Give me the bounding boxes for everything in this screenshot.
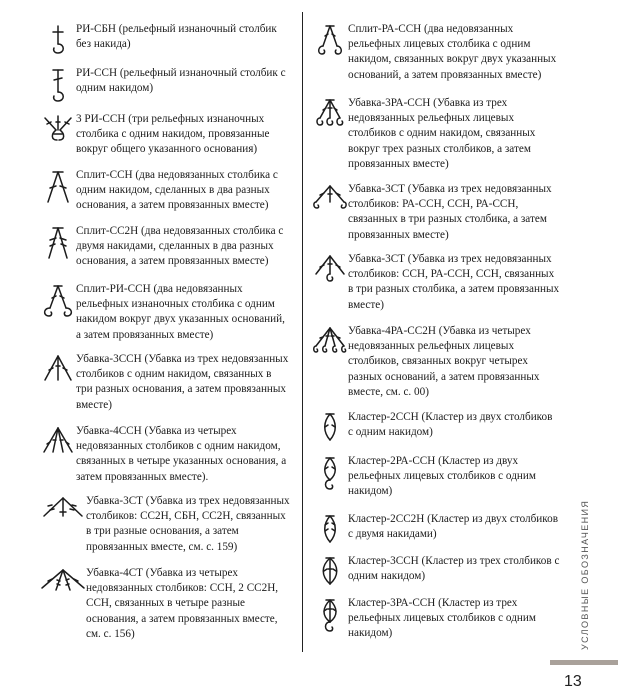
split-dc-icon bbox=[40, 168, 76, 212]
dec4-dc-icon bbox=[40, 424, 76, 468]
legend-text: Убавка-4СТ (Убавка из четырех недовязанных столбиков: ССН, 2 СС2Н, ССН, связанных в четыре разные основания, а затем провязанных вместе, см. с. 156) bbox=[86, 567, 279, 640]
legend-entry bbox=[312, 182, 560, 243]
legend-entry bbox=[312, 96, 560, 172]
legend-text: Кластер-2СС2Н (Кластер из двух столбиков с двумя накидами) bbox=[348, 513, 559, 541]
section-side-label bbox=[570, 499, 590, 660]
legend-text: Убавка-3СТ (Убавка из трех недовязанных столбиков: СС2Н, СБН, СС2Н, связанных в три разные основания, а затем провязанных вместе, см. с. 159) bbox=[86, 495, 290, 553]
legend-entry bbox=[40, 224, 290, 270]
legend-text: Убавка-3СТ (Убавка из трех недовязанных столбиков: РА-ССН, ССН, РА-ССН, связанных в три разных столбика, а затем провязанных вместе) bbox=[348, 183, 552, 241]
legend-text: Убавка-3СТ (Убавка из трех недовязанных столбиков: ССН, РА-ССН, ССН, связанных в три разных столбика, а затем провязанных вместе) bbox=[348, 253, 560, 311]
legend-entry bbox=[40, 112, 290, 158]
side-label-text: УСЛОВНЫЕ ОБОЗНАЧЕНИЯ bbox=[580, 499, 590, 650]
legend-text: Сплит-ССН (два недовязанных столбика с одним накидом, сделанных в два разных основания, а затем провязанных вместе) bbox=[76, 169, 278, 212]
legend-text: Сплит-СС2Н (два недовязанных столбика с двумя накидами, сделанных в два разных основания, а затем провязанных вместе) bbox=[76, 225, 284, 268]
legend-entry bbox=[312, 454, 560, 500]
legend-text: РИ-ССН (рельефный изнаночный столбик с одним накидом) bbox=[76, 67, 286, 95]
page-tab-bar bbox=[550, 660, 618, 665]
dec3-dc-icon bbox=[40, 352, 76, 396]
3fpdc-icon bbox=[40, 112, 76, 156]
legend-text: Кластер-2РА-ССН (Кластер из двух рельефных лицевых столбиков с одним накидом) bbox=[348, 455, 536, 498]
dec3-st3-icon bbox=[312, 252, 348, 296]
dec3-st-icon bbox=[40, 494, 86, 538]
column-divider bbox=[302, 12, 303, 652]
legend-text: Убавка-4РА-СС2Н (Убавка из четырех недовязанных рельефных лицевых столбиков, связанных вокруг четырех разных оснований, а затем провязанных вместе, см. с. 00) bbox=[348, 325, 540, 398]
cluster2-fp-icon bbox=[312, 454, 348, 498]
fpsc-icon bbox=[40, 22, 76, 66]
split-tr-icon bbox=[40, 224, 76, 268]
legend-text: РИ-СБН (рельефный изнаночный столбик без накида) bbox=[76, 23, 277, 51]
cluster2-dc-icon bbox=[312, 410, 348, 454]
legend-entry bbox=[40, 66, 290, 110]
legend-entry bbox=[40, 566, 290, 642]
legend-entry bbox=[40, 22, 290, 66]
legend-entry bbox=[312, 410, 560, 454]
cluster2-tr-icon bbox=[312, 512, 348, 556]
fpdc-icon bbox=[40, 66, 76, 110]
legend-text: Убавка-3ССН (Убавка из трех недовязанных столбиков с одним накидом, связанных в три разных основания, а затем провязанных вместе) bbox=[76, 353, 289, 411]
legend-entry bbox=[40, 168, 290, 214]
legend-text: Сплит-РА-ССН (два недовязанных рельефных лицевых столбика с одним накидом, связанных вокруг двух указанных оснований, а затем провязанных вместе) bbox=[348, 23, 557, 81]
legend-entry bbox=[312, 512, 560, 556]
legend-text: Сплит-РИ-ССН (два недовязанных рельефных изнаночных столбика с одним накидом вокруг двух указанных оснований, а затем провязанных вместе) bbox=[76, 283, 285, 341]
split-fpdc-front-icon bbox=[312, 22, 348, 66]
legend-entry bbox=[312, 596, 560, 642]
legend-text: Кластер-3РА-ССН (Кластер из трех рельефных лицевых столбиков с одним накидом) bbox=[348, 597, 536, 640]
dec3-fp-icon bbox=[312, 96, 348, 140]
cluster3-fp-icon bbox=[312, 596, 348, 640]
cluster3-dc-icon bbox=[312, 554, 348, 598]
legend-text: Убавка-3РА-ССН (Убавка из трех недовязанных рельефных лицевых столбиков с одним накидом, связанных вокруг трех разных столбиков, а затем провязанных вместе) bbox=[348, 97, 536, 170]
legend-text: Кластер-2ССН (Кластер из двух столбиков с одним накидом) bbox=[348, 411, 553, 439]
dec4-st-icon bbox=[40, 566, 86, 610]
split-fpdc-icon bbox=[40, 282, 76, 326]
dec3-st2-icon bbox=[312, 182, 348, 226]
legend-entry bbox=[312, 22, 560, 83]
legend-entry bbox=[40, 352, 290, 413]
legend-entry bbox=[40, 424, 290, 485]
legend-text: 3 РИ-ССН (три рельефных изнаночных столбика с одним накидом, провязанные вокруг общего указанного основания) bbox=[76, 113, 270, 156]
legend-entry bbox=[40, 282, 290, 343]
legend-entry bbox=[312, 324, 560, 400]
legend-text: Убавка-4ССН (Убавка из четырех недовязанных столбиков с одним накидом, связанных в четыре указанных основания, а затем провязанных вместе). bbox=[76, 425, 287, 483]
dec4-fp-icon bbox=[312, 324, 348, 368]
legend-entry bbox=[312, 252, 560, 313]
legend-entry bbox=[40, 494, 290, 555]
legend-entry bbox=[312, 554, 560, 598]
legend-text: Кластер-3ССН (Кластер из трех столбиков с одним накидом) bbox=[348, 555, 560, 583]
page-number: 13 bbox=[564, 673, 582, 690]
